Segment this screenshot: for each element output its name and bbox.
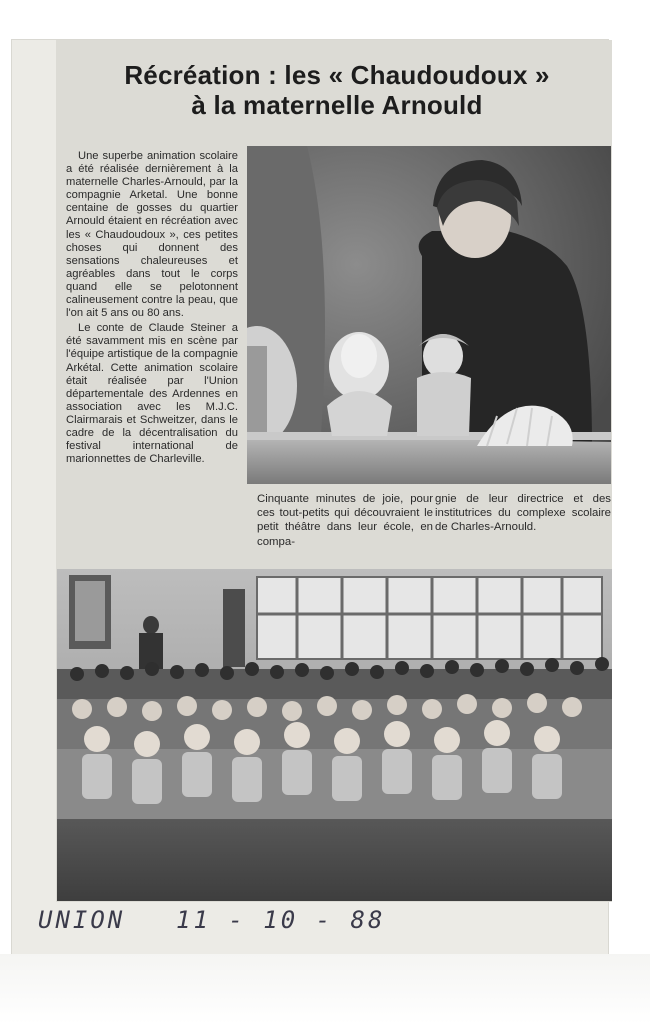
photo-caption-part-2: gnie de leur directrice et des institutrices du complexe scolaire de Charles-Arnould. [435, 493, 611, 534]
article-paragraph-2: Le conte de Claude Steiner a été savamment mis en scène par l'équipe artistique de la compagnie Arkétal. Cette animation scolaire était réalisée par l'Union départementale des Ardennes en association avec les M.J.C. Clairmarais et Schweitzer, dans le cadre de la décentralisation du festival international de marionnettes de Charleville. [66, 322, 238, 466]
children-audience-photo [57, 569, 612, 901]
handwritten-source: UNION [38, 906, 126, 934]
puppeteer-photo-graphic [247, 146, 611, 484]
headline-line-1: Récréation : les « Chaudoudoux » [124, 60, 550, 90]
photo-caption-part-1: Cinquante minutes de joie, pour ces tout-petits qui découvraient le petit théâtre dans leur école, en compa- [257, 493, 433, 548]
handwritten-date: 11 - 10 - 88 [176, 906, 386, 934]
article-body-column [66, 150, 238, 466]
children-audience-photo-graphic [57, 569, 612, 901]
headline-line-2: à la maternelle Arnould [191, 90, 483, 120]
page-background [0, 954, 650, 1024]
article-headline [62, 60, 612, 120]
article-paragraph-1: Une superbe animation scolaire a été réalisée dernièrement à la maternelle Charles-Arnould, par la compagnie Arketal. Une bonne centaine de gosses du quartier Arnould étaient en récréation avec les « Chaudoudoux », ces petites choses qui donnent des sensations chaleureuses et agréables dans tout le corps quand elle se pelotonnent calineusement contre la peau, que l'on ait 5 ans ou 80 ans. [66, 150, 238, 320]
puppeteer-photo [247, 146, 611, 484]
